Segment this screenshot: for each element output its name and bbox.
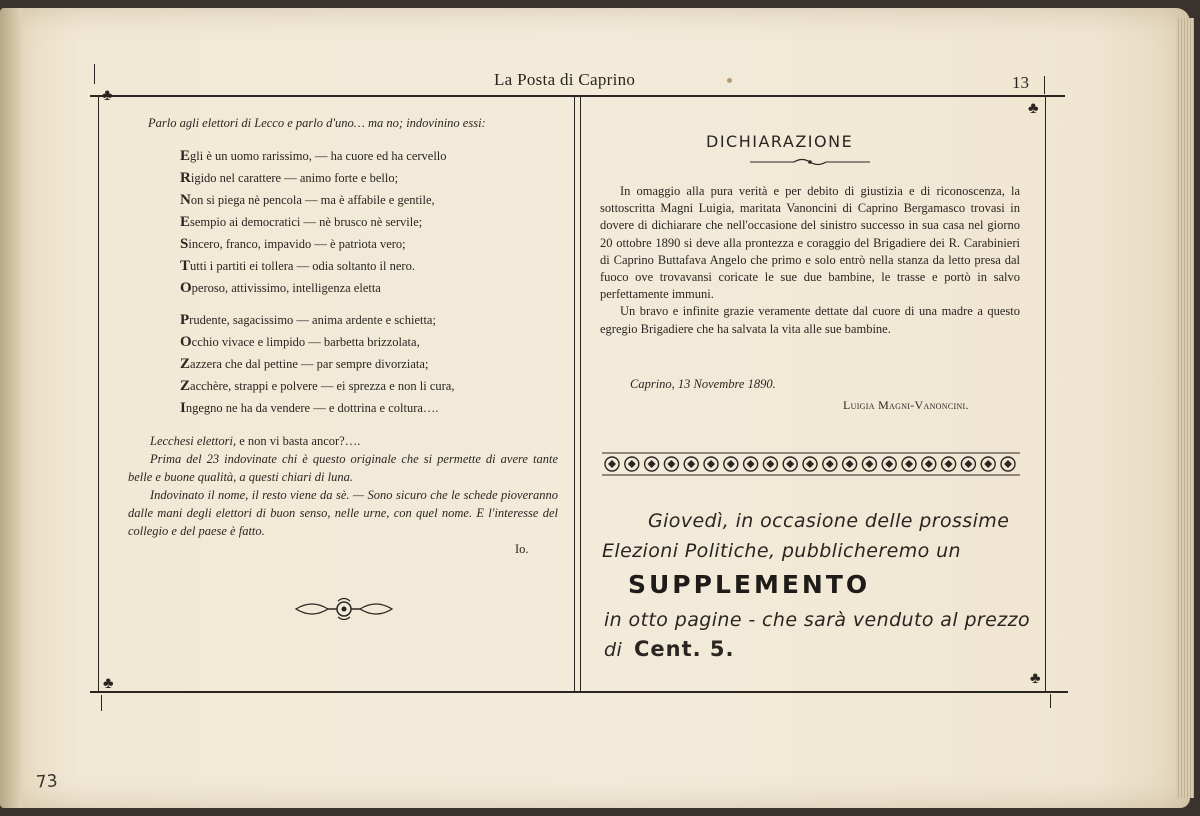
- corner-ornament-bottom-right: ♣: [1030, 670, 1041, 687]
- bottom-rule: [90, 691, 1068, 693]
- band-motif-center: [786, 460, 794, 468]
- page-edges: [1176, 18, 1194, 798]
- band-motif-center: [945, 460, 953, 468]
- poem-line: Rigido nel carattere — animo forte e bello;: [180, 170, 399, 186]
- margin-handwritten-note: 73: [35, 771, 59, 793]
- announcement-line-1: Giovedì, in occasione delle prossime: [648, 510, 1010, 532]
- band-motif-center: [905, 460, 913, 468]
- column-divider-b: [580, 95, 581, 691]
- author-signature: Io.: [515, 542, 529, 556]
- band-motif-center: [865, 460, 873, 468]
- poem-intro: Parlo agli elettori di Lecco e parlo d'uno… ma no; indovinino essi:: [148, 116, 486, 130]
- announcement-price-prefix: di: [604, 639, 623, 661]
- declaration-title: DICHIARAZIONE: [706, 132, 854, 151]
- corner-ornament-top-right: ♣: [1028, 100, 1039, 117]
- right-tick-top: [1044, 76, 1045, 94]
- poem-line: Operoso, attivissimo, intelligenza eletta: [180, 280, 381, 296]
- band-motif-center: [707, 460, 715, 468]
- top-rule: [90, 95, 1065, 97]
- announcement-line-3: in otto pagine - che sarà venduto al prezzo: [604, 609, 1030, 631]
- poem-line: Tutti i partiti ei tollera — odia soltanto il nero.: [180, 258, 415, 274]
- band-motif-center: [648, 460, 656, 468]
- closing-paragraph-1: Prima del 23 indovinate chi è questo originale che si permette di avere tante belle e buone qualità, a questi chiari di luna.: [128, 452, 558, 484]
- show-through: [110, 230, 121, 270]
- band-motif-center: [846, 460, 854, 468]
- band-motif-center: [806, 460, 814, 468]
- poem-line: Non si piega nè pencola — ma è affabile e gentile,: [180, 192, 435, 208]
- band-motif-center: [964, 460, 972, 468]
- poem-line: Ingegno ne ha da vendere — e dottrina e coltura….: [180, 400, 439, 416]
- declaration-paragraph: Un bravo e infinite grazie veramente dettate dal cuore di una madre a questo egregio Brigadiere che ha salvata la vita alle sue bambine.: [600, 304, 1020, 336]
- band-motif-center: [687, 460, 695, 468]
- poem-line: Occhio vivace e limpido — barbetta brizzolata,: [180, 334, 420, 350]
- band-motif-center: [727, 460, 735, 468]
- left-tick-bottom: [101, 695, 102, 711]
- flourish-ornament: [292, 596, 396, 622]
- declaration-date: Caprino, 13 Novembre 1890.: [630, 377, 776, 391]
- closing-question: Lecchesi elettori, e non vi basta ancor?….: [150, 434, 361, 448]
- band-motif-center: [984, 460, 992, 468]
- announcement-line-2: Elezioni Politiche, pubblicheremo un: [602, 540, 961, 562]
- band-motif-center: [667, 460, 675, 468]
- corner-ornament-bottom-left: ♣: [103, 675, 114, 692]
- right-tick-bottom: [1050, 694, 1051, 708]
- left-tick-top: [94, 64, 95, 84]
- band-motif-center: [628, 460, 636, 468]
- closing-paragraph-2: Indovinato il nome, il resto viene da sè. — Sono sicuro che le schede pioveranno dalle mani degli elettori di buon senso, nelle urne, con quel nome. E l'interesse del collegio e del paese è fatto.: [128, 488, 558, 538]
- band-motif-center: [826, 460, 834, 468]
- title-underline-ornament: [748, 157, 872, 167]
- running-title: La Posta di Caprino: [494, 70, 636, 89]
- declaration-paragraph: In omaggio alla pura verità e per debito di giustizia e di riconoscenza, la sottoscritta Magni Luigia, maritata Vanoncini di Caprino Bergamasco trovasi in dovere di dichiarare che nell'occasione del sinistro successo in sua casa nel giorno 20 ottobre 1890 si deve alla prontezza e coraggio del Brigadiere dei R. Carabinieri di Caprino Buttafava Angelo che primo e solo entrò nella stanza da letto presa dal fuoco ove trovavansi coricate le sue due bambine, le trasse e portò in salvo perfettamente immuni.: [600, 184, 1020, 302]
- corner-ornament-top-left: ♣: [102, 87, 113, 104]
- declaration-signature: Luigia Magni-Vanoncini.: [843, 398, 969, 412]
- column-divider-a: [574, 95, 575, 691]
- right-frame-line: [1045, 95, 1046, 691]
- left-frame-line: [98, 95, 99, 693]
- announcement-price: Cent. 5.: [634, 637, 735, 661]
- band-motif-center: [1004, 460, 1012, 468]
- poem-line: Esempio ai democratici — nè brusco nè servile;: [180, 214, 423, 230]
- poem-line: Zacchère, strappi e polvere — ei sprezza e non li cura,: [180, 378, 455, 394]
- band-motif-center: [747, 460, 755, 468]
- poem-line: Zazzera che dal pettine — par sempre divorziata;: [180, 356, 429, 372]
- page-number: 13: [1012, 73, 1029, 92]
- book-spine: [0, 8, 22, 808]
- band-motif-center: [608, 460, 616, 468]
- band-motif-center: [766, 460, 774, 468]
- poem-line: Prudente, sagacissimo — anima ardente e schietta;: [180, 312, 436, 328]
- ink-dot: [727, 78, 732, 83]
- declaration-text: [600, 183, 1020, 338]
- decorative-band: [602, 452, 1020, 476]
- band-motif-center: [885, 460, 893, 468]
- supplement-headline: SUPPLEMENTO: [628, 570, 871, 599]
- poem-line: Sincero, franco, impavido — è patriota vero;: [180, 236, 406, 252]
- band-motif-center: [925, 460, 933, 468]
- poem-line: Egli è un uomo rarissimo, — ha cuore ed ha cervello: [180, 148, 447, 164]
